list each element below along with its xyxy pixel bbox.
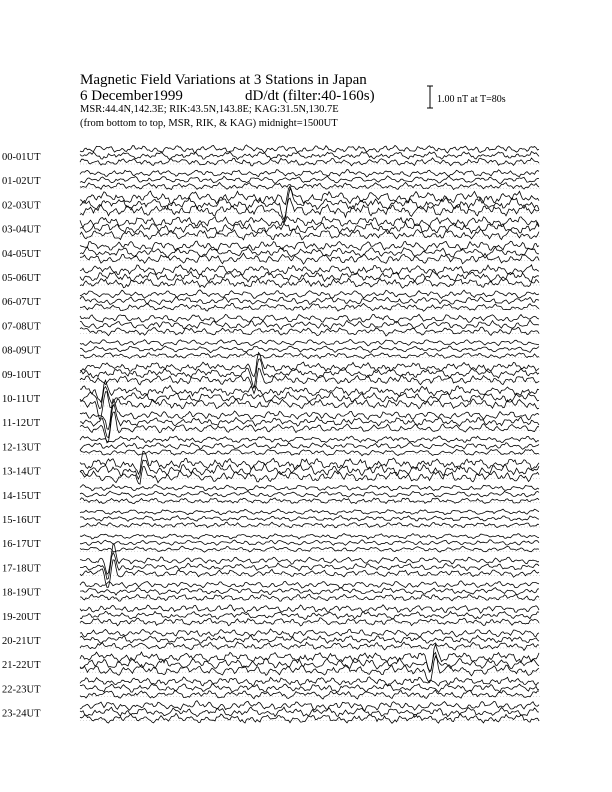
row-label: 12-13UT: [2, 442, 41, 454]
row-label: 00-01UT: [2, 152, 41, 163]
trace-msr: [80, 158, 539, 166]
row-label: 08-09UT: [2, 345, 41, 357]
trace-msr: [80, 253, 539, 264]
row-label: 09-10UT: [2, 369, 41, 381]
chart-date: 6 December1999: [80, 88, 183, 104]
trace-kag: [80, 217, 539, 228]
trace-kag: [80, 485, 539, 491]
trace-msr: [80, 198, 539, 222]
trace-kag: [80, 339, 539, 346]
row-label: 14-15UT: [2, 490, 41, 502]
row-label: 18-19UT: [2, 587, 41, 599]
row-label: 11-12UT: [2, 418, 41, 430]
trace-rik: [80, 588, 539, 595]
trace-kag: [80, 605, 539, 613]
chart-title: Magnetic Field Variations at 3 Stations in Japan: [80, 72, 367, 88]
row-label: 22-23UT: [2, 684, 41, 696]
trace-kag: [80, 353, 539, 377]
row-label: 10-11UT: [2, 394, 41, 405]
trace-msr: [80, 183, 539, 190]
trace-rik: [80, 443, 539, 450]
trace-msr: [80, 327, 539, 336]
trace-msr: [80, 594, 539, 601]
row-label: 17-18UT: [2, 563, 41, 575]
trace-rik: [80, 346, 539, 353]
trace-kag: [80, 534, 539, 540]
trace-rik: [80, 516, 539, 522]
trace-kag: [80, 290, 539, 299]
row-label: 05-06UT: [2, 273, 41, 284]
station-order-note: (from bottom to top, MSR, RIK, & KAG) midnight=1500UT: [80, 118, 338, 129]
trace-kag: [80, 581, 539, 588]
row-label: 04-05UT: [2, 248, 41, 260]
trace-rik: [80, 359, 539, 389]
trace-msr: [80, 656, 539, 683]
trace-rik: [80, 460, 539, 479]
trace-kag: [80, 509, 539, 515]
trace-kag: [80, 186, 539, 204]
row-label: 16-17UT: [2, 539, 41, 551]
trace-rik: [80, 611, 539, 619]
trace-msr: [80, 392, 539, 419]
row-label: 21-22UT: [2, 660, 41, 672]
trace-rik: [80, 247, 539, 258]
trace-rik: [80, 387, 539, 409]
trace-msr: [80, 690, 539, 699]
trace-kag: [80, 436, 539, 443]
trace-rik: [80, 707, 539, 717]
row-label: 20-21UT: [2, 636, 41, 647]
trace-kag: [80, 170, 539, 177]
trace-rik: [80, 222, 539, 234]
station-coordinates: MSR:44.4N,142.3E; RIK:43.5N,143.8E; KAG:31.5N,130.7E: [80, 104, 339, 115]
trace-rik: [80, 540, 539, 546]
trace-rik: [80, 152, 539, 160]
trace-kag: [80, 241, 539, 251]
trace-msr: [80, 467, 539, 485]
row-label: 19-20UT: [2, 611, 41, 623]
row-label: 02-03UT: [2, 200, 41, 212]
trace-kag: [80, 145, 539, 153]
row-label: 07-08UT: [2, 321, 41, 333]
trace-msr: [80, 278, 539, 288]
trace-kag: [80, 629, 539, 637]
trace-rik: [80, 491, 539, 497]
chart-component: dD/dt (filter:40-160s): [245, 88, 375, 104]
row-label: 03-04UT: [2, 224, 41, 236]
trace-kag: [80, 677, 539, 686]
row-label: 01-02UT: [2, 176, 41, 188]
trace-rik: [80, 635, 539, 643]
trace-msr: [80, 450, 539, 456]
trace-msr: [80, 618, 539, 626]
row-label: 13-14UT: [2, 466, 41, 478]
trace-rik: [80, 406, 539, 438]
trace-rik: [80, 176, 539, 184]
row-label: 23-24UT: [2, 708, 41, 720]
trace-msr: [80, 642, 539, 651]
trace-rik: [80, 297, 539, 305]
row-label: 15-16UT: [2, 515, 41, 526]
trace-rik: [80, 684, 539, 693]
row-label: 06-07UT: [2, 297, 41, 309]
scale-bar-label: 1.00 nT at T=80s: [437, 94, 506, 105]
